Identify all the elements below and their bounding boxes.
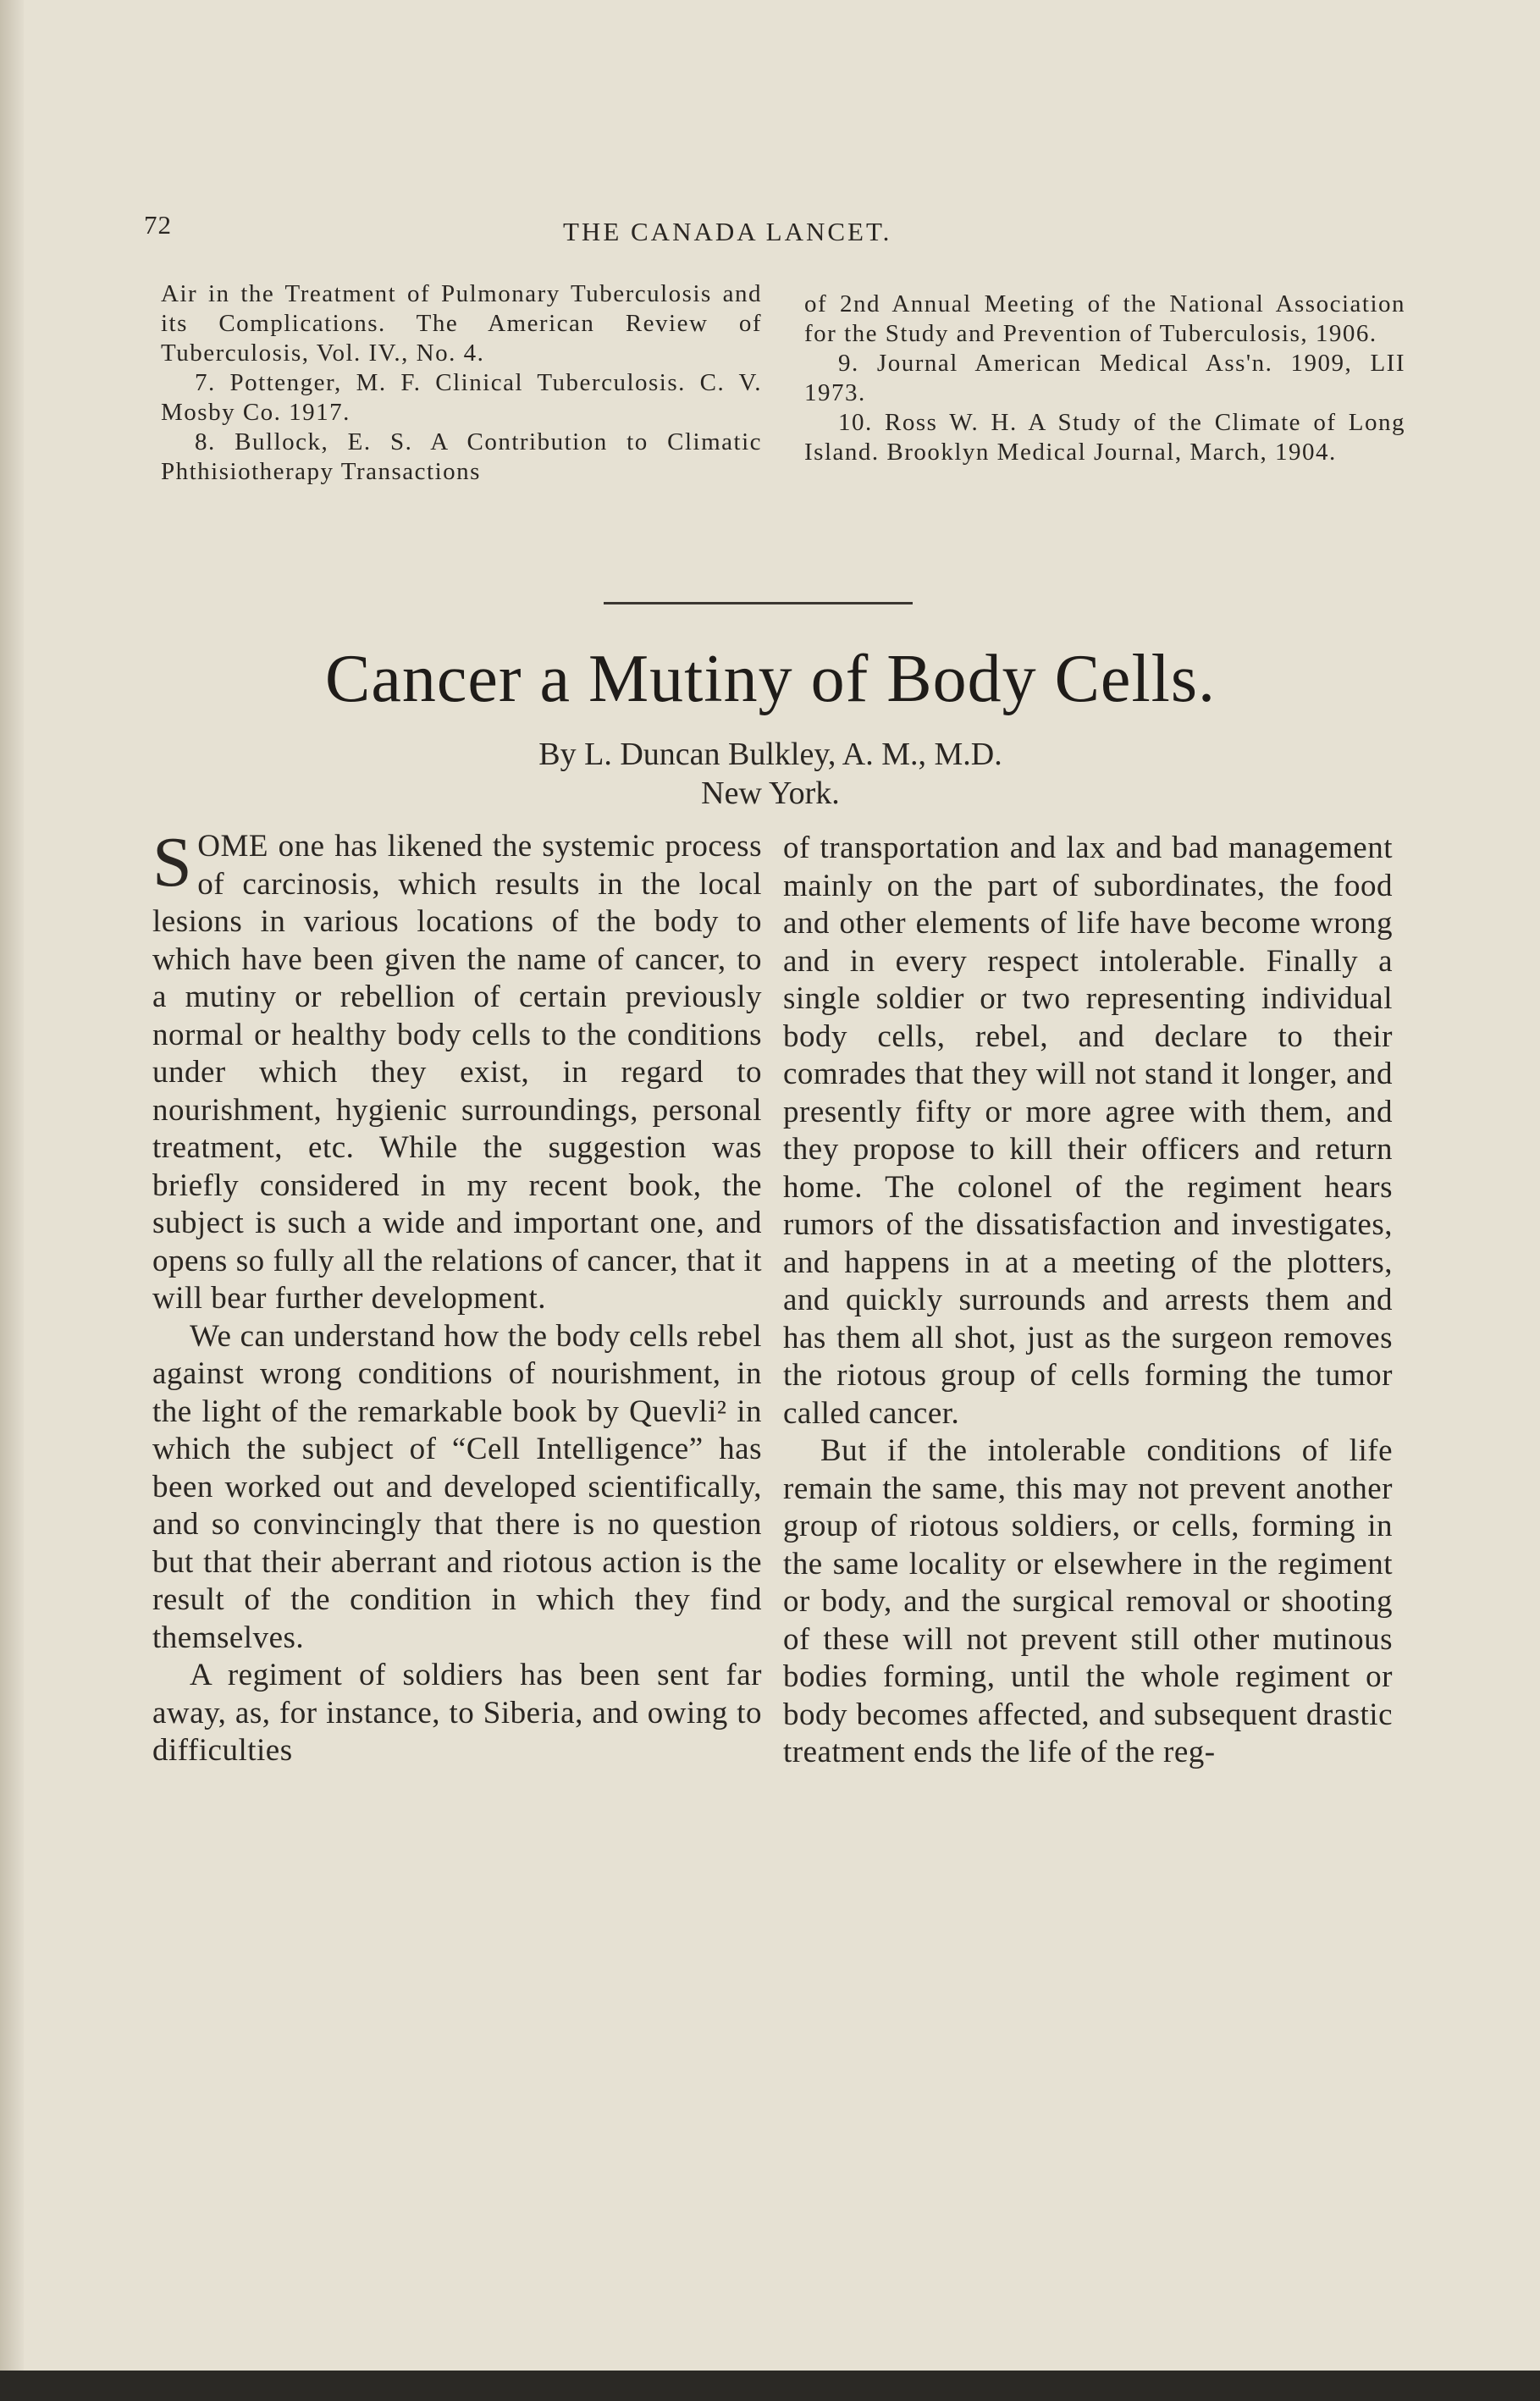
body-paragraph: A regiment of soldiers has been sent far away, as, for instance, to Siberia, and owing to difficulties [152, 1658, 762, 1768]
references-section [161, 279, 1414, 550]
body-paragraph: We can understand how the body cells rebel against wrong conditions of nourishment, in the light of the remarkable book by Quevli² in which the subject of “Cell Intelligence” has been worked out and developed scientifically, and so convincingly that there is no question but that their aberrant and riotous action is the result of the condition in which they find themselves. [152, 1318, 762, 1655]
scan-bottom-edge [0, 2371, 1540, 2401]
reference-entry: Air in the Treatment of Pulmonary Tuberculosis and its Complications. The American Review of Tuberculosis, Vol. IV., No. 4. [161, 280, 762, 367]
article-body [119, 823, 1393, 2115]
reference-entry: of 2nd Annual Meeting of the National Association for the Study and Prevention of Tuberculosis, 1906. [804, 290, 1405, 347]
section-divider [604, 602, 913, 604]
page-header [144, 210, 1397, 252]
article-location: New York. [701, 775, 840, 811]
body-right-column [783, 830, 1393, 1772]
reference-entry: 7. Pottenger, M. F. Clinical Tuberculosis. C. V. Mosby Co. 1917. [161, 369, 762, 426]
page-number: 72 [144, 210, 172, 240]
references-left-column [161, 279, 762, 487]
article-byline-block [152, 735, 1388, 813]
body-paragraph [152, 823, 762, 1318]
body-paragraph-text: OME one has likened the systemic process of carcinosis, which results in the local lesions in various locations of the body to which have been given the name of cancer, to a mutiny or rebellion of certain previously normal or healthy body cells to the conditions under which they exist, in regard to nourishment, hygienic surroundings, personal treatment, etc. While the suggestion was briefly considered in my recent book, the subject is such a wide and important one, and opens so fully all the relations of cancer, that it will bear further development. [152, 829, 762, 1316]
article-title: Cancer a Mutiny of Body Cells. [324, 642, 1217, 716]
reference-entry: 10. Ross W. H. A Study of the Climate of Long Island. Brooklyn Medical Journal, March, 1904. [804, 409, 1405, 466]
reference-entry: 9. Journal American Medical Ass'n. 1909, LII 1973. [804, 350, 1405, 406]
body-paragraph: of transportation and lax and bad management mainly on the part of subordinates, the food and other elements of life have become wrong and in every respect intolerable. Finally a single soldier or two representing individual body cells, rebel, and declare to their comrades that they will not stand it longer, and presently fifty or more agree with them, and they propose to kill their officers and return home. The colonel of the regiment hears rumors of the dissatisfaction and investigates, and happens in at a meeting of the plotters, and quickly surrounds and arrests them and has them all shot, just as the surgeon removes the riotous group of cells forming the tumor called cancer. [783, 831, 1393, 1431]
references-right-column [804, 290, 1405, 467]
body-left-column [152, 823, 762, 1770]
body-paragraph: But if the intolerable conditions of life remain the same, this may not prevent another group of riotous soldiers, or cells, forming in the same locality or elsewhere in the regiment or body, and the surgical removal or shooting of these will not prevent still other mutinous bodies forming, until the whole regiment or body becomes affected, and subsequent drastic treatment ends the life of the reg- [783, 1433, 1393, 1769]
drop-cap: S [152, 823, 193, 902]
reference-entry: 8. Bullock, E. S. A Contribution to Climatic Phthisiotherapy Transactions [161, 428, 762, 485]
running-head: THE CANADA LANCET. [563, 217, 892, 246]
article-byline: By L. Duncan Bulkley, A. M., M.D. [538, 737, 1002, 772]
page-gutter-edge [0, 0, 24, 2401]
